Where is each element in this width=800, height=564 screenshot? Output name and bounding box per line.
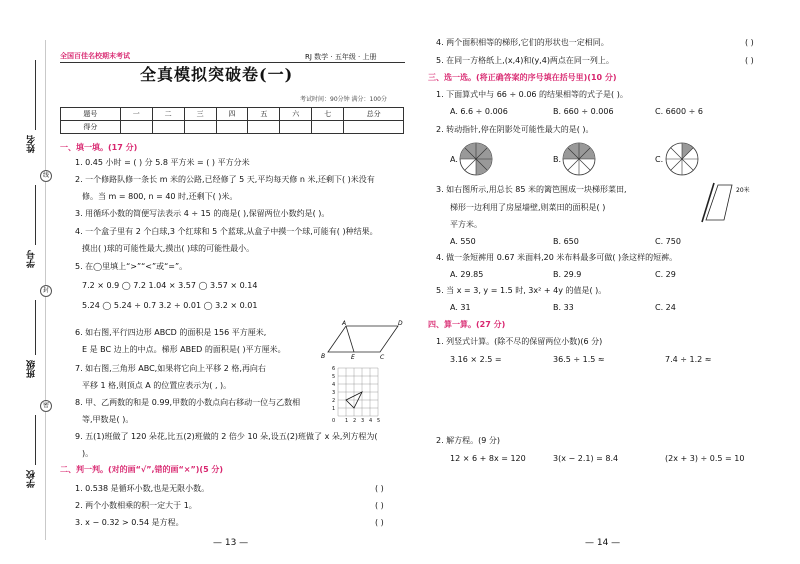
grid-y-3: 3 — [332, 390, 336, 396]
spinner-c-icon — [664, 141, 700, 177]
choose-4-a: A. 29.85 — [450, 270, 484, 279]
fill-7: 7. 如右图,三角形 ABC,如果将它向上平移 2 格,再向右 — [75, 364, 266, 373]
line-tag: 线 — [40, 170, 52, 182]
calc-1-b: 36.5 ÷ 1.5 ≈ — [553, 355, 605, 364]
fill-5: 5. 在◯里填上“>”“<”或“=”。 — [75, 262, 188, 271]
table-cell: 二 — [152, 108, 184, 121]
table-cell: 三 — [184, 108, 216, 121]
choose-1-a: A. 6.6 ÷ 0.006 — [450, 107, 508, 116]
school-label: 学校 — [27, 470, 37, 488]
calc-2-b: 3(x − 2.1) = 8.4 — [553, 454, 619, 463]
fill-4: 4. 一个盒子里有 2 个白球,3 个红球和 5 个蓝球,从盒子中摸一个球,可能有( )种结果。 — [75, 227, 378, 236]
judge-3: 3. x − 0.32 > 0.54 是方程。 — [75, 518, 184, 527]
fill-2b: 修。当 m = 800, n = 40 时,还剩下( )米。 — [82, 192, 238, 201]
grid-x-2: 2 — [353, 418, 357, 424]
grid-y-4: 4 — [332, 382, 336, 388]
fill-8b: 等,甲数是( )。 — [82, 415, 134, 424]
fill-5a: 7.2 × 0.9 ◯ 7.2 1.04 × 3.57 ◯ 3.57 × 0.14 — [82, 281, 258, 290]
choose-3-c: C. 750 — [655, 237, 681, 246]
fill-7b: 平移 1 格,则顶点 A 的位置应表示为( , )。 — [82, 381, 232, 390]
table-cell: 七 — [312, 108, 344, 121]
fill-4b: 摸出( )球的可能性最大,摸出( )球的可能性最小。 — [82, 244, 255, 253]
choose-3c: 平方米。 — [450, 220, 482, 229]
grid-y-5: 5 — [332, 374, 336, 380]
grid-y-6: 6 — [332, 366, 336, 372]
section-choose: 三、选一选。(将正确答案的序号填在括号里)(10 分) — [428, 73, 617, 82]
section-fill: 一、填一填。(17 分) — [60, 143, 138, 152]
choose-2-b: B. — [553, 155, 562, 164]
grid-y-2: 2 — [332, 398, 336, 404]
calc-1: 1. 列竖式计算。(除不尽的保留两位小数)(6 分) — [436, 337, 603, 346]
table-cell: 六 — [280, 108, 312, 121]
judge-5: 5. 在同一方格纸上,(x,4)和(y,4)两点在同一列上。 — [436, 56, 614, 65]
name-label: 姓名 — [27, 135, 37, 153]
table-cell[interactable] — [216, 121, 248, 134]
judge-4-answer[interactable]: ( ) — [745, 38, 754, 47]
grid-x-3: 3 — [361, 418, 365, 424]
choose-1-b: B. 660 ÷ 0.006 — [553, 107, 614, 116]
choose-5: 5. 当 x = 3, y = 1.5 时, 3x² + 4y 的值是( )。 — [436, 286, 607, 295]
trapezoid-shape — [706, 185, 732, 220]
table-cell[interactable] — [312, 121, 344, 134]
judge-2-answer[interactable]: ( ) — [375, 501, 384, 510]
choose-4-c: C. 29 — [655, 270, 676, 279]
calc-2: 2. 解方程。(9 分) — [436, 436, 501, 445]
choose-1: 1. 下面算式中与 66 ÷ 0.06 的结果相等的式子是( )。 — [436, 90, 628, 99]
score-table — [60, 107, 404, 134]
page-right-number: — 14 — — [585, 538, 621, 548]
number-line — [35, 185, 36, 245]
school-line — [35, 415, 36, 465]
choose-3b: 梯形一边利用了房屋墙壁,则菜田的面积是( ) — [450, 203, 606, 212]
label-b: B — [321, 353, 326, 360]
table-cell[interactable] — [152, 121, 184, 134]
label-a: A — [342, 320, 347, 327]
table-cell[interactable] — [184, 121, 216, 134]
fill-5b: 5.24 ◯ 5.24 ÷ 0.7 3.2 ÷ 0.01 ◯ 3.2 × 0.01 — [82, 301, 258, 310]
fill-6b: E 是 BC 边上的中点。梯形 ABED 的面积是( )平方厘米。 — [82, 345, 286, 354]
table-cell: 题号 — [61, 108, 121, 121]
grid-y-0: 0 — [332, 418, 336, 424]
choose-5-c: C. 24 — [655, 303, 676, 312]
table-cell[interactable] — [248, 121, 280, 134]
choose-3: 3. 如右图所示,用总长 85 米的篱笆围成一块梯形菜田, — [436, 185, 627, 194]
exam-time: 考试时间：90分钟 满分：100分 — [300, 96, 387, 103]
spinner-a-icon — [458, 141, 494, 177]
segment-ae — [346, 326, 354, 352]
fill-9b: )。 — [82, 449, 94, 458]
table-cell[interactable] — [120, 121, 152, 134]
class-line — [35, 300, 36, 355]
trapezoid-field-figure — [700, 180, 760, 225]
seal-tag: 封 — [40, 285, 52, 297]
parallelogram-shape — [328, 326, 398, 352]
grid-x-1: 1 — [345, 418, 349, 424]
judge-2: 2. 两个小数相乘的积一定大于 1。 — [75, 501, 197, 510]
calc-1-a: 3.16 × 2.5 = — [450, 355, 502, 364]
table-cell[interactable] — [344, 121, 404, 134]
calc-2-a: 12 × 6 + 8x = 120 — [450, 454, 526, 463]
fill-9: 9. 五(1)班做了 120 朵花,比五(2)班做的 2 倍少 10 朵,设五(2)班做了 x 朵,列方程为( — [75, 432, 378, 441]
section-judge: 二、判一判。(对的画“√”,错的画“×”)(5 分) — [60, 465, 224, 474]
table-cell: 四 — [216, 108, 248, 121]
table-cell[interactable] — [280, 121, 312, 134]
judge-4: 4. 两个面积相等的梯形,它们的形状也一定相同。 — [436, 38, 609, 47]
parallelogram-figure — [318, 318, 403, 360]
choose-3-b: B. 650 — [553, 237, 579, 246]
calc-2-c: (2x + 3) ÷ 0.5 = 10 — [665, 454, 745, 463]
table-cell: 一 — [120, 108, 152, 121]
spinner-b-icon — [561, 141, 597, 177]
choose-4: 4. 做一条短裤用 0.67 米面料,20 米布料最多可做( )条这样的短裤。 — [436, 253, 678, 262]
grid-y-1: 1 — [332, 406, 336, 412]
page-title: 全真模拟突破卷(一) — [140, 65, 294, 84]
label-e: E — [351, 354, 355, 360]
table-row — [61, 108, 404, 121]
table-cell: 得分 — [61, 121, 121, 134]
calc-1-c: 7.4 ÷ 1.2 ≈ — [665, 355, 712, 364]
choose-2-c: C. — [655, 155, 664, 164]
page-left-number: — 13 — — [213, 538, 249, 548]
label-d: D — [398, 320, 403, 327]
choose-5-b: B. 33 — [553, 303, 574, 312]
section-calc: 四、算一算。(27 分) — [428, 320, 506, 329]
choose-5-a: A. 31 — [450, 303, 471, 312]
judge-1: 1. 0.538 是循环小数,也是无限小数。 — [75, 484, 210, 493]
fill-1: 1. 0.45 小时 = ( ) 分 5.8 平方米 = ( ) 平方分米 — [75, 158, 250, 167]
fig-20m-label: 20米 — [736, 187, 750, 194]
fill-3: 3. 用循环小数的简便写法表示 4 ÷ 15 的商是( ),保留两位小数约是( )。 — [75, 209, 330, 218]
choose-4-b: B. 29.9 — [553, 270, 582, 279]
choose-2: 2. 转动指针,停在阴影处可能性最大的是( )。 — [436, 125, 594, 134]
table-cell: 五 — [248, 108, 280, 121]
table-row — [61, 121, 404, 134]
grid-x-4: 4 — [369, 418, 373, 424]
label-c: C — [380, 354, 385, 360]
subject-label: RJ 数学 · 五年级 · 上册 — [305, 53, 377, 61]
fill-6: 6. 如右图,平行四边形 ABCD 的面积是 156 平方厘米, — [75, 328, 267, 337]
number-label: 学号 — [27, 250, 37, 268]
judge-5-answer[interactable]: ( ) — [745, 56, 754, 65]
class-label: 班级 — [27, 360, 37, 378]
fill-8: 8. 甲、乙两数的和是 0.99,甲数的小数点向右移动一位与乙数相 — [75, 398, 301, 407]
table-cell: 总分 — [344, 108, 404, 121]
choose-3-a: A. 550 — [450, 237, 476, 246]
grid-figure — [326, 364, 396, 426]
grid-x-5: 5 — [377, 418, 381, 424]
fill-2: 2. 一个修路队修一条长 m 米的公路,已经修了 5 天,平均每天修 n 米,还剩下( )米没有 — [75, 175, 375, 184]
judge-1-answer[interactable]: ( ) — [375, 484, 384, 493]
name-line — [35, 60, 36, 130]
judge-3-answer[interactable]: ( ) — [375, 518, 384, 527]
choose-2-a: A. — [450, 155, 458, 164]
series-label: 全国百佳名校期末考试 — [60, 52, 130, 60]
secret-tag: 密 — [40, 400, 52, 412]
choose-1-c: C. 6600 ÷ 6 — [655, 107, 703, 116]
